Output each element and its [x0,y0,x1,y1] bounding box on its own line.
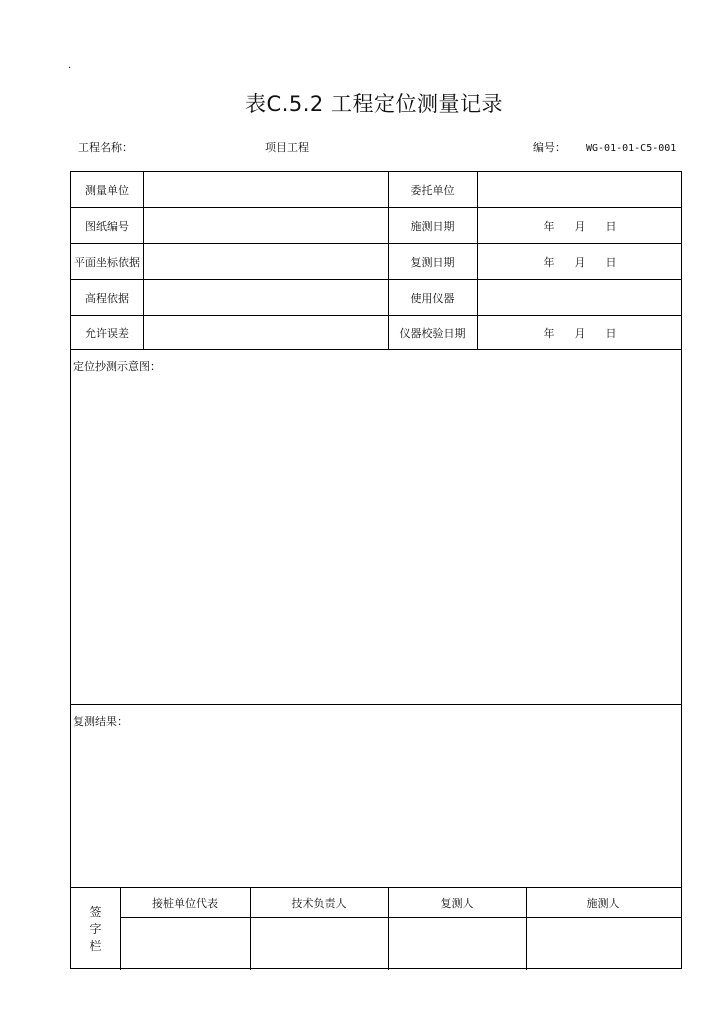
form-number [533,139,676,155]
elevation-basis-label: 高程依据 [85,291,129,305]
recheck-date-label: 复测日期 [410,255,455,269]
year-unit: 年 [543,219,555,233]
month-unit: 月 [574,255,586,269]
instrument-used-field[interactable] [477,280,683,315]
project-name-label: 工程名称： [78,141,133,154]
signature-field-rechecker[interactable] [388,918,526,968]
signature-column-label [71,888,120,970]
page-title: 表C.5.2 工程定位测量记录 [245,92,503,116]
signature-char: 签 [89,904,102,919]
instrument-calibration-date-label: 仪器校验日期 [399,326,466,340]
signature-header-technical-lead: 技术负责人 [291,896,347,910]
signature-header-pile-receiver: 接桩单位代表 [152,896,218,910]
elevation-basis-field[interactable] [143,280,388,315]
form-number-value: WG-01-01-C5-001 [586,143,677,154]
sketch-area[interactable] [71,350,680,704]
sketch-area-label: 定位抄测示意图： [73,360,161,373]
signature-field-pile-receiver[interactable] [120,918,250,968]
year-unit: 年 [543,326,555,340]
instrument-used-label: 使用仪器 [410,291,455,305]
survey-date-field[interactable] [477,208,683,243]
signature-char: 字 [89,921,102,936]
allowable-error-field[interactable] [143,316,388,349]
plane-coordinate-basis-field[interactable] [143,244,388,279]
client-unit-field[interactable] [477,172,683,207]
plane-coordinate-basis-label: 平面坐标依据 [74,255,140,269]
month-unit: 月 [574,326,586,340]
corner-mark: · [68,63,72,74]
year-unit: 年 [543,255,555,269]
drawing-number-label: 图纸编号 [85,219,129,233]
survey-date-label: 施测日期 [410,219,455,233]
instrument-calibration-date-field[interactable] [477,316,683,349]
survey-unit-label: 测量单位 [85,183,129,197]
recheck-date-field[interactable] [477,244,683,279]
signature-char: 栏 [89,938,102,953]
drawing-number-field[interactable] [143,208,388,243]
day-unit: 日 [605,255,617,269]
recheck-result-label: 复测结果： [73,715,128,728]
client-unit-label: 委托单位 [410,183,455,197]
day-unit: 日 [605,219,617,233]
survey-record-form [70,171,682,969]
allowable-error-label: 允许误差 [85,326,129,340]
signature-field-surveyor[interactable] [526,918,680,968]
signature-header-surveyor: 施测人 [586,896,620,910]
month-unit: 月 [574,219,586,233]
signature-field-technical-lead[interactable] [250,918,388,968]
recheck-result-area[interactable] [71,705,680,887]
survey-unit-field[interactable] [143,172,388,207]
day-unit: 日 [605,326,617,340]
project-name-value: 项目工程 [265,141,309,154]
signature-header-rechecker: 复测人 [440,896,474,910]
form-number-label: 编号： [533,141,566,154]
